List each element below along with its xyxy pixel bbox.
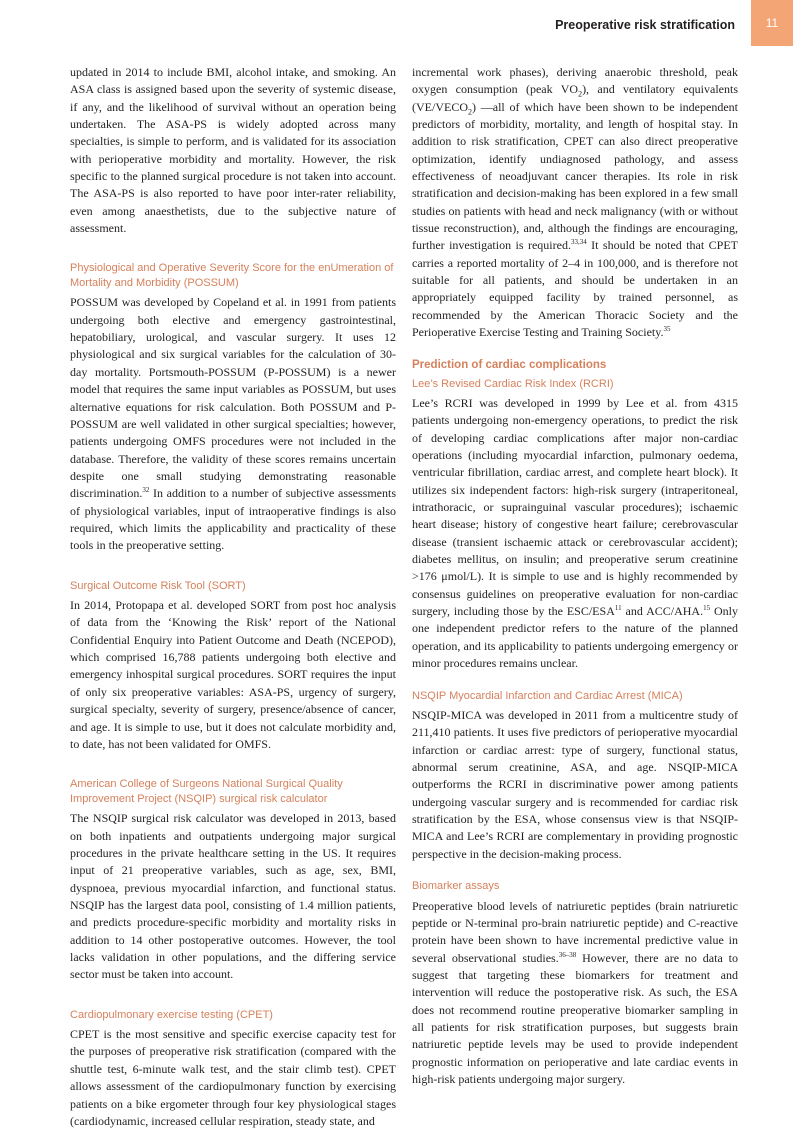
paragraph-rcri: Lee’s RCRI was developed in 1999 by Lee et al. from 4315 patients undergoing non-emergency operations, to predict the risk of developing cardiac complications after major non-cardiac operations (including myocardial infarction, pulmonary oedema, ventricular fibrillation, cardiac arrest, and complete heart block). It utilizes six independent factors: high-risk surgery (intraperitoneal, intrathoracic, or suprainguinal vascular procedures); ischaemic heart disease; history of congestive heart failure; cerebrovascular disease (transient ischaemic attack or cerebrovascular accident); diabetes mellitus, on insulin; and preoperative serum creatinine >176 μmol/L). It is simple to use and is highly recommended by consensus guidelines on preoperative evaluation for non-cardiac surgery, including those by the ESC/ESA$^{11}$ and ACC/AHA.$^{15}$ Only one independent predictor refers to the nature of the planned operation, and its applicability to patients undergoing emergency or minor procedures remains unclear. bbox=[412, 396, 738, 671]
heading-cpet: Cardiopulmonary exercise testing (CPET) bbox=[70, 1008, 273, 1021]
right-column bbox=[412, 64, 738, 1098]
paragraph-possum: POSSUM was developed by Copeland et al. in 1991 from patients undergoing both elective and emergency gastrointestinal, hepatobiliary, urological, and vascular surgery. It uses 12 physiological and six surgical variables for the calculation of 30-day mortality. Portsmouth-POSSUM (P-POSSUM) is a newer model that requires the same input variables as POSSUM, but uses alternative equations for risk calculation. Both POSSUM and P-POSSUM are well validated in other surgical specialties; however, patients undergoing OMFS procedures were not included in the database. Therefore, the validity of these scores remains uncertain despite one small studying demonstrating reasonable discrimination.$^{32}$ In addition to a number of subjective assessments of physiological variables, input of intraoperative findings is also required, which limits the applicability and practicality of these tools in the preoperative setting. bbox=[70, 295, 396, 553]
citation: 11 bbox=[614, 604, 622, 613]
heading-biomarker: Biomarker assays bbox=[412, 880, 500, 893]
paragraph-sort: In 2014, Protopapa et al. developed SORT from post hoc analysis of data from the ‘Knowing the Risk’ report of the National Confidential Enquiry into Patient Outcome and Death (NCEPOD), which comprised 16,788 patients undergoing both elective and emergency inhospital surgical procedures. SORT requires the input of only six preoperative variables: ASA-PS, urgency of surgery, surgical specialty, severity of surgery, presence/absence of cancer, and age. It is simple to use, but it does not calculate morbidity and, to date, has not been validated for OMFS. bbox=[70, 598, 396, 751]
heading-possum: Physiological and Operative Severity Score for the enUmeration of Mortality and Morbidity (POSSUM) bbox=[70, 262, 394, 289]
paragraph-cpet-continued: incremental work phases), deriving anaerobic threshold, peak oxygen consumption (peak $VO_2$), and ventilatory equivalents $(VE/VECO_2)$ —all of which have been shown to be independent predictors of morbidity, mortality, and length of hospital stay. In addition to risk stratification, CPET can also direct preoperative optimization, identify undiagnosed pathology, and assess effectiveness of neoadjuvant cancer therapies. Its role in risk stratification and decision-making has been explored in a few small studies on patients with head and neck malignancy (with or without tissue reconstruction), and, although the findings are encouraging, further investigation is required.$^{33,34}$ It should be noted that CPET carries a reported mortality of 2–4 in 100,000, and is therefore not suitable for all patients, and should be undertaken in an appropriately equipped facility by trained personnel, as recommended by the American Thoracic Society and the Perioperative Exercise Testing and Training Society.$^{35}$ bbox=[412, 65, 739, 340]
citation: 15 bbox=[703, 604, 711, 613]
heading-nsqip: American College of Surgeons National Surgical Quality Improvement Project (NSQIP) surgical risk calculator bbox=[70, 778, 343, 805]
paragraph-cpet: CPET is the most sensitive and specific exercise capacity test for the purposes of preoperative risk stratification (compared with the shuttle test, 6-minute walk test, and the stair climb test). CPET allows assessment of the cardiopulmonary function by exercising patients on a bike ergometer through four key physiological stages (cardiodynamic, increased cellular respiration, steady state, and bbox=[70, 1027, 396, 1128]
left-column bbox=[70, 64, 396, 1140]
paragraph-biomarker: Preoperative blood levels of natriuretic peptides (brain natriuretic peptide or N-terminal pro-brain natriuretic peptide) and C-reactive protein have been shown to have incremental predictive value in several observational studies.$^{36-38}$ However, there are no data to suggest that targeting these biomarkers for treatment and intervention will reduce the postoperative risk. As such, the ESA does not recommend routine preoperative biomarker sampling in all patients for risk stratification purposes, but suggests brain natriuretic peptide levels may be used to provide independent prognostic information on perioperative and late cardiac events in high-risk patients undergoing major surgery. bbox=[412, 898, 738, 1087]
heading-sort: Surgical Outcome Risk Tool (SORT) bbox=[70, 579, 246, 592]
citation: 33,34 bbox=[570, 238, 587, 247]
heading-cardiac-complications: Prediction of cardiac complications bbox=[412, 358, 607, 371]
page-number: 11 bbox=[751, 0, 793, 46]
citation: 36–38 bbox=[558, 950, 577, 959]
heading-mica: NSQIP Myocardial Infarction and Cardiac Arrest (MICA) bbox=[412, 689, 683, 702]
citation: 32 bbox=[142, 486, 150, 495]
citation: 35 bbox=[663, 325, 671, 334]
paragraph-mica: NSQIP-MICA was developed in 2011 from a multicentre study of 211,410 patients. It uses five predictors of perioperative myocardial infarction or cardiac arrest: type of surgery, functional status, abnormal serum creatinine, ASA, and age. NSQIP-MICA outperforms the RCRI in discriminative power among patients undergoing vascular surgery and is recommended for cardiac risk stratification by the ESA, whose consensus view is that NSQIP-MICA and Lee’s RCRI are complementary in providing prognostic perspective in the decision-making process. bbox=[412, 708, 738, 861]
paragraph-nsqip: The NSQIP surgical risk calculator was developed in 2013, based on both inpatients and outpatients undergoing major surgical procedures in the private healthcare setting in the US. It requires input of 21 preoperative variables, such as age, sex, BMI, dyspnoea, previous myocardial infarction, and functional status. NSQIP has the largest data pool, consisting of 1.4 million patients, and predicts procedure-specific morbidity and mortality risks in addition to 14 other postoperative outcomes. However, the tool lacks validation in other populations, and the differing service sector must be taken into account. bbox=[70, 811, 396, 982]
paragraph-asa: updated in 2014 to include BMI, alcohol intake, and smoking. An ASA class is assigned based upon the severity of systemic disease, if any, and the likelihood of survival without an operation being undertaken. The ASA-PS is widely adopted across many specialties, is simple to perform, and is validated for its association with perioperative morbidity and mortality. However, the risk specific to the planned surgical procedure is not taken into account. The ASA-PS is also reported to have poor inter-rater reliability, even among anaesthetists, due to the subjective nature of assessment. bbox=[70, 65, 396, 236]
heading-rcri: Lee’s Revised Cardiac Risk Index (RCRI) bbox=[412, 377, 614, 390]
running-title: Preoperative risk stratification bbox=[555, 18, 735, 32]
